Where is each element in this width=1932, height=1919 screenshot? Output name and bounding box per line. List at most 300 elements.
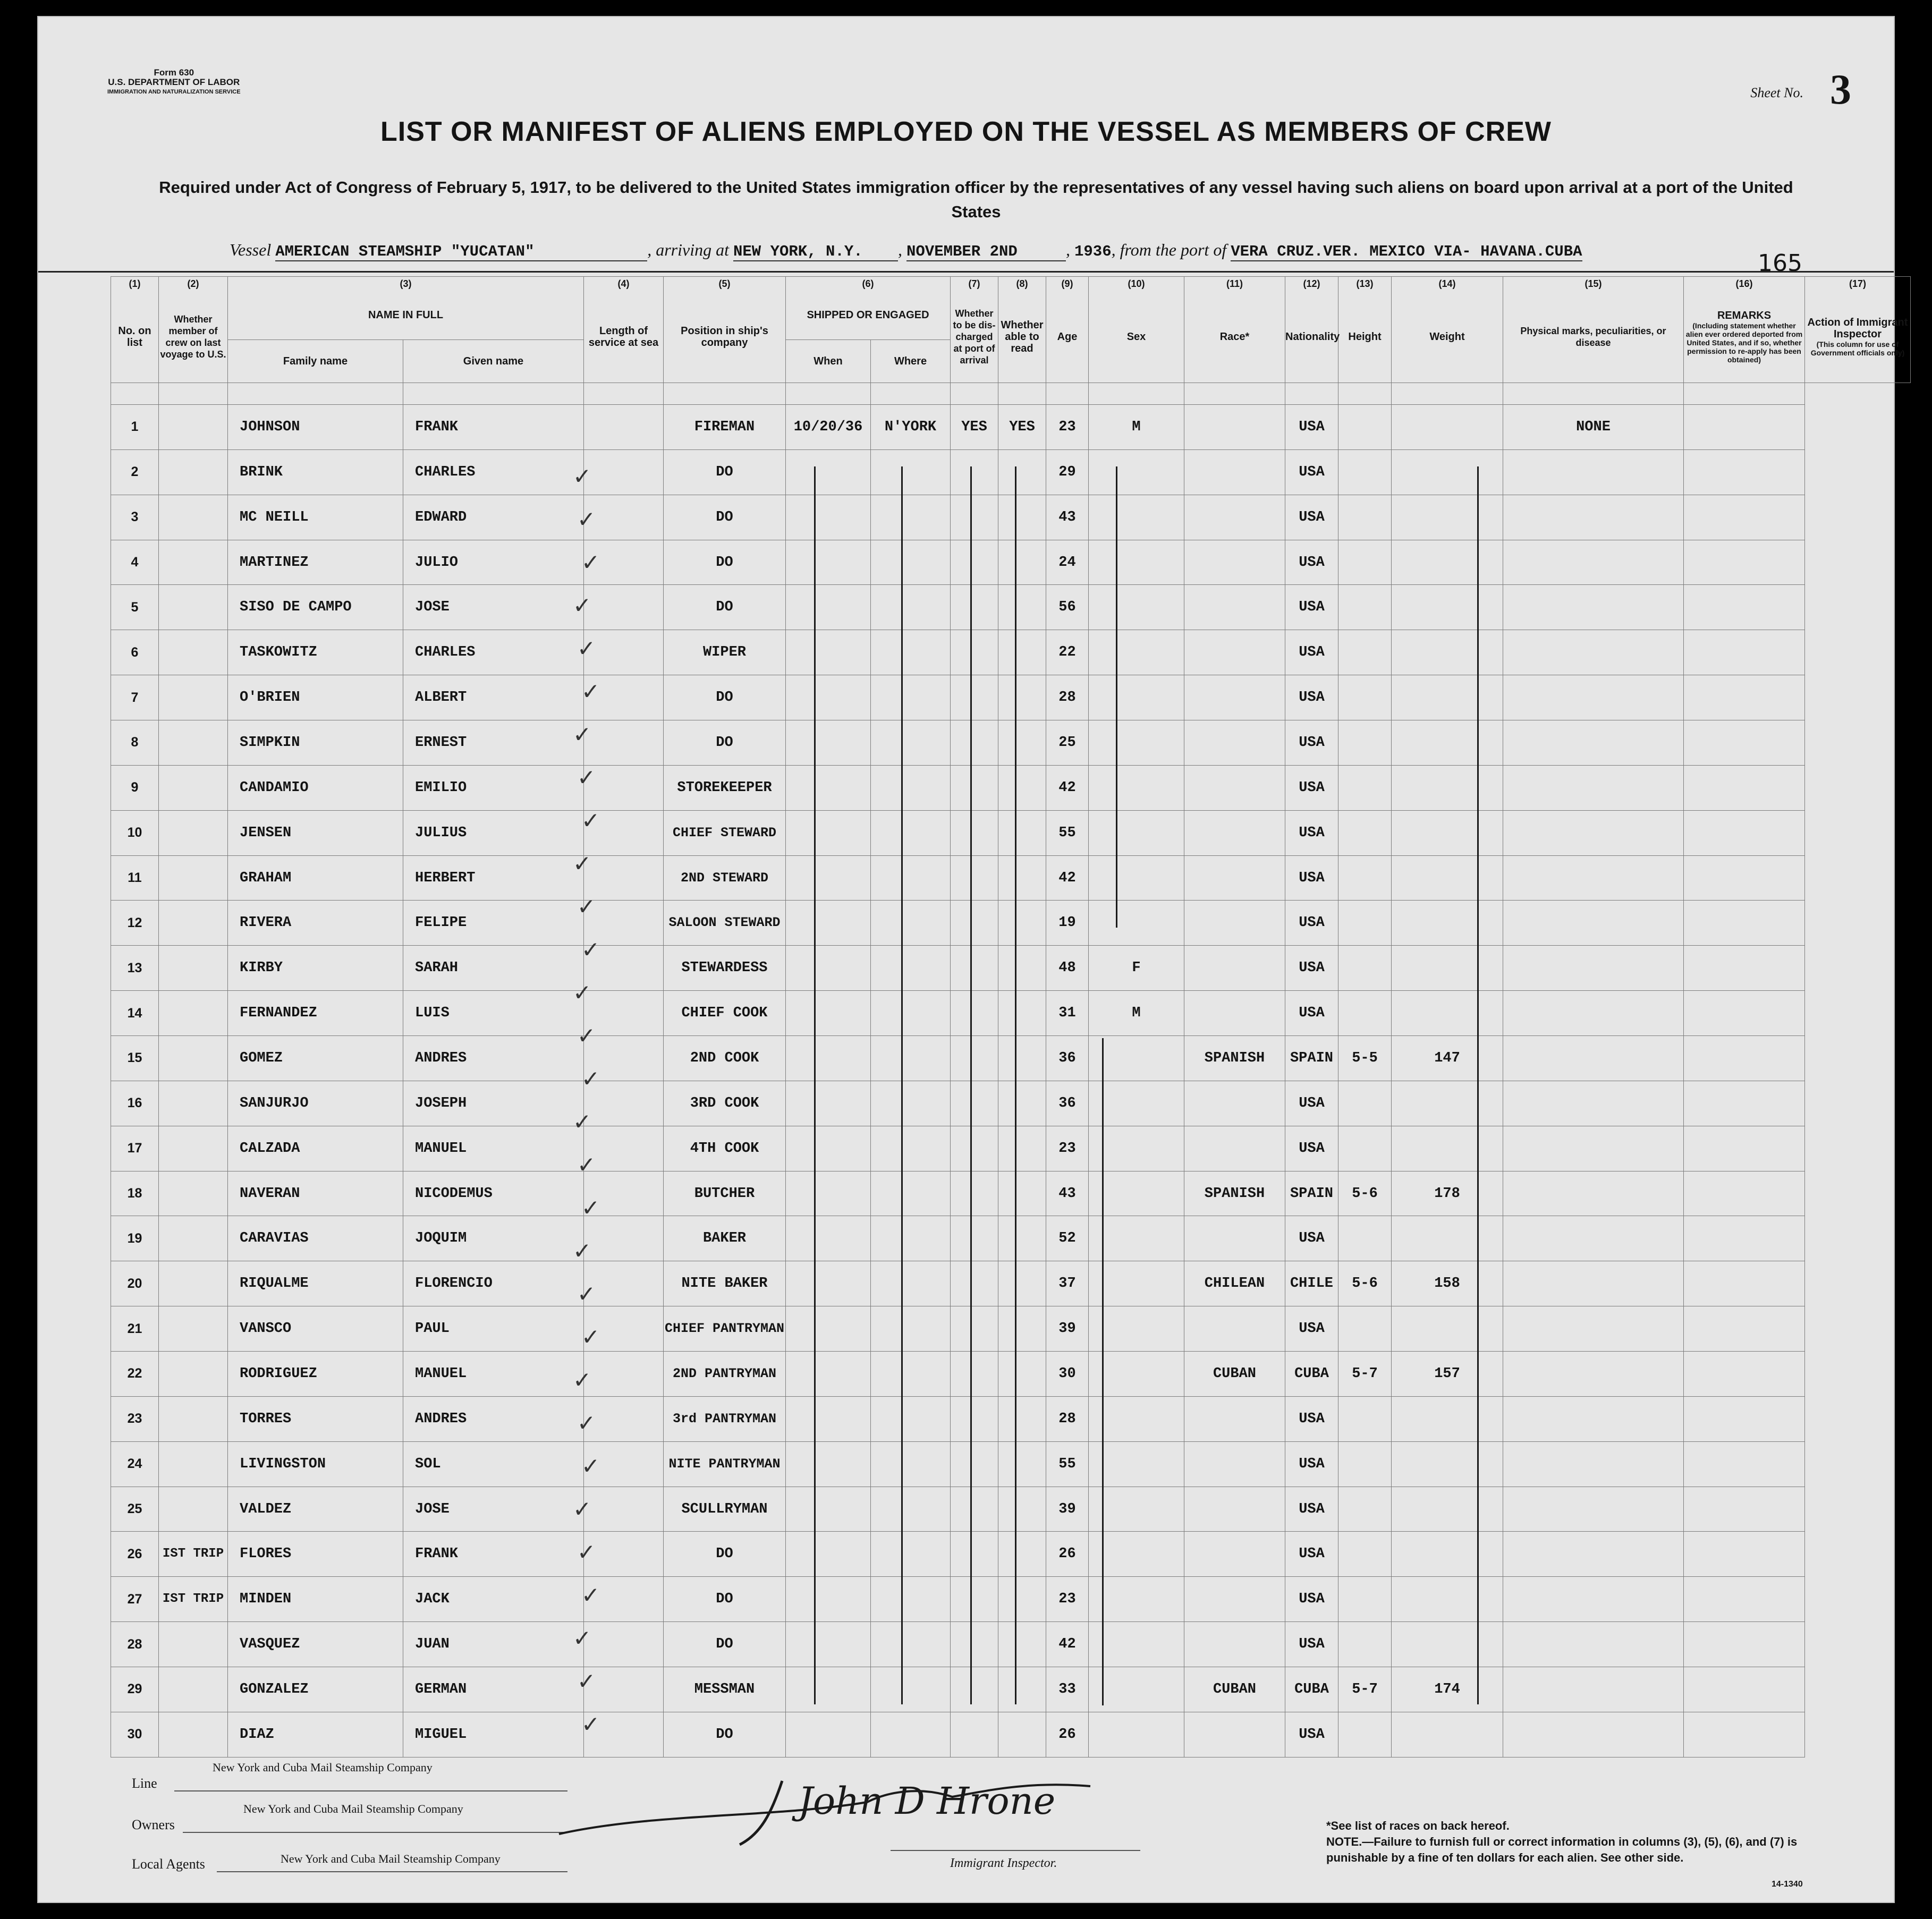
- sex-cell: M: [1089, 405, 1184, 450]
- race-cell: [1184, 1487, 1285, 1532]
- given-name-cell: FRANK: [403, 1532, 584, 1577]
- vessel-label: Vessel: [230, 240, 272, 259]
- weight-cell: [1392, 1126, 1503, 1171]
- remarks-cell: [1684, 991, 1805, 1036]
- col-number: (8): [998, 277, 1046, 291]
- remarks-cell: [1684, 720, 1805, 766]
- remarks-cell: [1684, 449, 1805, 495]
- physical-marks-cell: [1503, 495, 1684, 540]
- shipped-when-cell: [786, 855, 871, 901]
- weight-cell: [1392, 991, 1503, 1036]
- position-cell: CHIEF COOK: [664, 991, 786, 1036]
- age-cell: 42: [1046, 855, 1089, 901]
- crew-table-body: [111, 383, 1911, 1757]
- row-number-cell: 10: [111, 810, 159, 855]
- nationality-cell: CUBA: [1285, 1667, 1338, 1712]
- row-number-cell: 29: [111, 1667, 159, 1712]
- check-mark: ✓: [573, 1367, 592, 1393]
- height-cell: [1338, 1712, 1392, 1757]
- inspector-label: Immigrant Inspector.: [950, 1856, 1057, 1870]
- physical-marks-cell: [1503, 810, 1684, 855]
- discharged-cell: [951, 1577, 998, 1622]
- race-cell: [1184, 1081, 1285, 1126]
- col-number: (1): [111, 277, 159, 291]
- age-cell: 31: [1046, 991, 1089, 1036]
- vessel-line: Vessel AMERICAN STEAMSHIP "YUCATAN" , arriving at NEW YORK, N.Y. , NOVEMBER 2ND , 1936, from the port of VERA CRUZ.VER. MEXICO VIA- HAVANA.CUBA: [230, 240, 1582, 260]
- age-cell: 33: [1046, 1667, 1089, 1712]
- able-to-read-cell: [998, 449, 1046, 495]
- header-family-name: Family name: [228, 340, 403, 383]
- able-to-read-cell: [998, 946, 1046, 991]
- given-name-cell: LUIS: [403, 991, 584, 1036]
- table-row: [111, 1712, 1911, 1757]
- nationality-cell: USA: [1285, 1712, 1338, 1757]
- given-name-cell: SOL: [403, 1441, 584, 1487]
- weight-cell: [1392, 495, 1503, 540]
- position-cell: 2ND STEWARD: [664, 855, 786, 901]
- age-cell: 39: [1046, 1306, 1089, 1352]
- nationality-cell: USA: [1285, 855, 1338, 901]
- table-row: [111, 1261, 1911, 1306]
- race-cell: [1184, 810, 1285, 855]
- table-row: [111, 1532, 1911, 1577]
- weight-cell: [1392, 1622, 1503, 1667]
- height-cell: [1338, 991, 1392, 1036]
- able-to-read-cell: [998, 1667, 1046, 1712]
- shipped-when-cell: [786, 1171, 871, 1216]
- header-age: Age: [1046, 291, 1089, 383]
- given-name-cell: FELIPE: [403, 901, 584, 946]
- height-cell: [1338, 1081, 1392, 1126]
- check-mark: ✓: [581, 1453, 600, 1479]
- header-discharged: Whether to be dis-charged at port of arrival: [951, 291, 998, 383]
- able-to-read-cell: [998, 1622, 1046, 1667]
- race-cell: [1184, 1577, 1285, 1622]
- shipped-when-cell: [786, 765, 871, 810]
- shipped-where-cell: [871, 1306, 951, 1352]
- physical-marks-cell: [1503, 1171, 1684, 1216]
- discharged-cell: [951, 1036, 998, 1081]
- family-name-cell: DIAZ: [228, 1712, 403, 1757]
- weight-cell: [1392, 1532, 1503, 1577]
- physical-marks-cell: [1503, 1532, 1684, 1577]
- empty-cell: [1184, 383, 1285, 405]
- previous-voyage-cell: [159, 1126, 228, 1171]
- physical-marks-cell: [1503, 1306, 1684, 1352]
- physical-marks-cell: [1503, 1441, 1684, 1487]
- table-row: [111, 585, 1911, 630]
- check-mark: ✓: [577, 506, 596, 532]
- header-sex: Sex: [1089, 291, 1184, 383]
- family-name-cell: SIMPKIN: [228, 720, 403, 766]
- table-row: [111, 675, 1911, 720]
- check-mark: ✓: [581, 808, 600, 834]
- remarks-cell: [1684, 1441, 1805, 1487]
- row-number-cell: 15: [111, 1036, 159, 1081]
- position-cell: DO: [664, 540, 786, 585]
- remarks-cell: [1684, 1036, 1805, 1081]
- family-name-cell: SANJURJO: [228, 1081, 403, 1126]
- age-cell: 30: [1046, 1352, 1089, 1397]
- previous-voyage-cell: [159, 1487, 228, 1532]
- shipped-when-cell: 10/20/36: [786, 405, 871, 450]
- weight-cell: [1392, 1487, 1503, 1532]
- race-cell: CUBAN: [1184, 1352, 1285, 1397]
- nationality-cell: USA: [1285, 765, 1338, 810]
- col-number: (4): [584, 277, 664, 291]
- sex-cell: F: [1089, 946, 1184, 991]
- row-number-cell: 14: [111, 991, 159, 1036]
- previous-voyage-cell: [159, 495, 228, 540]
- shipped-when-cell: [786, 1216, 871, 1261]
- weight-cell: [1392, 630, 1503, 675]
- remarks-title: REMARKS: [1717, 309, 1772, 321]
- race-cell: [1184, 630, 1285, 675]
- family-name-cell: NAVERAN: [228, 1171, 403, 1216]
- family-name-cell: MINDEN: [228, 1577, 403, 1622]
- table-row: [111, 1396, 1911, 1441]
- physical-marks-cell: [1503, 1126, 1684, 1171]
- race-cell: [1184, 405, 1285, 450]
- shipped-where-cell: [871, 449, 951, 495]
- nationality-cell: USA: [1285, 630, 1338, 675]
- height-cell: [1338, 765, 1392, 810]
- table-row: [111, 765, 1911, 810]
- age-cell: 19: [1046, 901, 1089, 946]
- position-cell: 2ND PANTRYMAN: [664, 1352, 786, 1397]
- able-to-read-cell: YES: [998, 405, 1046, 450]
- empty-cell: [111, 383, 159, 405]
- able-to-read-cell: [998, 630, 1046, 675]
- age-cell: 24: [1046, 540, 1089, 585]
- remarks-cell: [1684, 1532, 1805, 1577]
- previous-voyage-cell: [159, 449, 228, 495]
- race-cell: [1184, 901, 1285, 946]
- able-to-read-cell: [998, 495, 1046, 540]
- position-cell: CHIEF PANTRYMAN: [664, 1306, 786, 1352]
- able-to-read-cell: [998, 1577, 1046, 1622]
- weight-cell: [1392, 901, 1503, 946]
- action-title: Action of Immigrant Inspector: [1807, 316, 1908, 340]
- given-name-cell: MANUEL: [403, 1126, 584, 1171]
- header-length-of-service: Length of service at sea: [584, 291, 664, 383]
- sex-cell: [1089, 449, 1184, 495]
- age-cell: 55: [1046, 1441, 1089, 1487]
- previous-voyage-cell: [159, 765, 228, 810]
- shipped-when-cell: [786, 585, 871, 630]
- row-number-cell: 17: [111, 1126, 159, 1171]
- row-number-cell: 1: [111, 405, 159, 450]
- remarks-cell: [1684, 855, 1805, 901]
- check-mark: ✓: [581, 937, 600, 963]
- discharged-cell: [951, 630, 998, 675]
- nationality-cell: USA: [1285, 946, 1338, 991]
- shipped-where-cell: [871, 1216, 951, 1261]
- check-mark: ✓: [573, 1238, 592, 1264]
- header-where: Where: [871, 340, 951, 383]
- empty-cell: [664, 383, 786, 405]
- given-name-cell: ANDRES: [403, 1396, 584, 1441]
- able-to-read-cell: [998, 810, 1046, 855]
- table-row: [111, 720, 1911, 766]
- header-when: When: [786, 340, 871, 383]
- row-number-cell: 5: [111, 585, 159, 630]
- height-cell: [1338, 585, 1392, 630]
- check-mark: ✓: [573, 1625, 592, 1651]
- height-cell: [1338, 495, 1392, 540]
- family-name-cell: FERNANDEZ: [228, 991, 403, 1036]
- remarks-cell: [1684, 1081, 1805, 1126]
- shipped-where-cell: [871, 991, 951, 1036]
- height-cell: 5-7: [1338, 1667, 1392, 1712]
- shipped-when-cell: [786, 1306, 871, 1352]
- vessel-name: AMERICAN STEAMSHIP "YUCATAN": [275, 243, 647, 261]
- shipped-where-cell: [871, 630, 951, 675]
- remarks-cell: [1684, 1261, 1805, 1306]
- table-row: [111, 540, 1911, 585]
- able-to-read-cell: [998, 1712, 1046, 1757]
- sex-cell: [1089, 630, 1184, 675]
- family-name-cell: VASQUEZ: [228, 1622, 403, 1667]
- race-cell: [1184, 449, 1285, 495]
- age-cell: 42: [1046, 765, 1089, 810]
- shipped-where-cell: [871, 1081, 951, 1126]
- able-to-read-cell: [998, 1261, 1046, 1306]
- action-note: (This column for use of Government officials only): [1810, 339, 1905, 357]
- physical-marks-cell: [1503, 1216, 1684, 1261]
- check-mark: ✓: [581, 1324, 600, 1350]
- family-name-cell: MC NEILL: [228, 495, 403, 540]
- shipped-when-cell: [786, 449, 871, 495]
- position-cell: 2ND COOK: [664, 1036, 786, 1081]
- position-cell: 3RD COOK: [664, 1081, 786, 1126]
- col-number: (5): [664, 277, 786, 291]
- position-cell: SALOON STEWARD: [664, 901, 786, 946]
- previous-voyage-cell: IST TRIP: [159, 1532, 228, 1577]
- weight-cell: [1392, 946, 1503, 991]
- header-nationality: Nationality: [1285, 291, 1338, 383]
- agents-label: Local Agents: [132, 1856, 205, 1872]
- given-name-cell: ANDRES: [403, 1036, 584, 1081]
- family-name-cell: RIVERA: [228, 901, 403, 946]
- shipped-where-cell: N'YORK: [871, 405, 951, 450]
- family-name-cell: JOHNSON: [228, 405, 403, 450]
- owners-label: Owners: [132, 1817, 175, 1832]
- nationality-cell: USA: [1285, 720, 1338, 766]
- family-name-cell: O'BRIEN: [228, 675, 403, 720]
- position-cell: DO: [664, 675, 786, 720]
- height-cell: [1338, 449, 1392, 495]
- previous-voyage-cell: [159, 810, 228, 855]
- age-cell: 43: [1046, 1171, 1089, 1216]
- empty-cell: [584, 383, 664, 405]
- age-cell: 25: [1046, 720, 1089, 766]
- able-to-read-cell: [998, 855, 1046, 901]
- header-able-to-read: Whether able to read: [998, 291, 1046, 383]
- family-name-cell: TASKOWITZ: [228, 630, 403, 675]
- row-number-cell: 16: [111, 1081, 159, 1126]
- previous-voyage-cell: [159, 675, 228, 720]
- col-number: (13): [1338, 277, 1392, 291]
- given-name-cell: JOQUIM: [403, 1216, 584, 1261]
- height-cell: 5-7: [1338, 1352, 1392, 1397]
- physical-marks-cell: [1503, 946, 1684, 991]
- table-row: [111, 855, 1911, 901]
- previous-voyage-cell: [159, 1036, 228, 1081]
- position-cell: NITE PANTRYMAN: [664, 1441, 786, 1487]
- check-mark: ✓: [577, 1410, 596, 1436]
- height-cell: [1338, 1532, 1392, 1577]
- discharged-cell: [951, 585, 998, 630]
- weight-cell: [1392, 855, 1503, 901]
- check-mark: ✓: [581, 1582, 600, 1608]
- shipped-where-cell: [871, 585, 951, 630]
- race-cell: [1184, 765, 1285, 810]
- able-to-read-cell: [998, 1216, 1046, 1261]
- shipped-when-cell: [786, 1577, 871, 1622]
- shipped-where-cell: [871, 675, 951, 720]
- given-name-cell: JOSE: [403, 585, 584, 630]
- position-cell: MESSMAN: [664, 1667, 786, 1712]
- check-mark: ✓: [577, 1023, 596, 1049]
- height-cell: 5-6: [1338, 1261, 1392, 1306]
- col-number: (9): [1046, 277, 1089, 291]
- position-cell: DO: [664, 1712, 786, 1757]
- crew-table: [111, 276, 1911, 1757]
- weight-cell: [1392, 540, 1503, 585]
- shipped-when-cell: [786, 720, 871, 766]
- position-cell: BAKER: [664, 1216, 786, 1261]
- weight-cell: [1392, 1216, 1503, 1261]
- given-name-cell: CHARLES: [403, 449, 584, 495]
- position-cell: DO: [664, 585, 786, 630]
- position-cell: 3rd PANTRYMAN: [664, 1396, 786, 1441]
- family-name-cell: MARTINEZ: [228, 540, 403, 585]
- shipped-where-cell: [871, 1126, 951, 1171]
- shipped-where-cell: [871, 1036, 951, 1081]
- nationality-cell: SPAIN: [1285, 1036, 1338, 1081]
- able-to-read-cell: [998, 1126, 1046, 1171]
- previous-voyage-cell: [159, 855, 228, 901]
- empty-cell: [1338, 383, 1392, 405]
- col-number: (14): [1392, 277, 1503, 291]
- age-cell: 28: [1046, 1396, 1089, 1441]
- shipped-when-cell: [786, 495, 871, 540]
- race-cell: [1184, 1532, 1285, 1577]
- shipped-when-cell: [786, 1396, 871, 1441]
- given-name-cell: FLORENCIO: [403, 1261, 584, 1306]
- given-name-cell: MIGUEL: [403, 1712, 584, 1757]
- physical-marks-cell: [1503, 1352, 1684, 1397]
- sex-cell: [1089, 855, 1184, 901]
- arrival-date: NOVEMBER 2ND: [906, 243, 1066, 261]
- fine-note: NOTE.—Failure to furnish full or correct information in columns (3), (5), (6), and (7) is punishable by a fine of ten dollars for each alien. See other side.: [1326, 1835, 1798, 1864]
- discharged-cell: [951, 1216, 998, 1261]
- race-cell: [1184, 855, 1285, 901]
- height-cell: [1338, 810, 1392, 855]
- owners-underline: [183, 1832, 567, 1833]
- inspector-signature: [548, 1770, 1154, 1855]
- previous-voyage-cell: [159, 1081, 228, 1126]
- position-cell: DO: [664, 1577, 786, 1622]
- header-shipped-engaged: SHIPPED OR ENGAGED: [786, 291, 951, 340]
- empty-cell: [403, 383, 584, 405]
- remarks-cell: [1684, 946, 1805, 991]
- physical-marks-cell: [1503, 675, 1684, 720]
- shipped-where-cell: [871, 946, 951, 991]
- race-cell: [1184, 495, 1285, 540]
- sex-cell: [1089, 765, 1184, 810]
- shipped-when-cell: [786, 901, 871, 946]
- weight-cell: [1392, 675, 1503, 720]
- column-header-row: [111, 291, 1911, 340]
- height-cell: [1338, 1622, 1392, 1667]
- given-name-cell: ERNEST: [403, 720, 584, 766]
- remarks-cell: [1684, 1622, 1805, 1667]
- age-cell: 36: [1046, 1036, 1089, 1081]
- table-row: [111, 946, 1911, 991]
- weight-cell: 158: [1392, 1261, 1503, 1306]
- shipped-where-cell: [871, 765, 951, 810]
- race-cell: [1184, 1306, 1285, 1352]
- stamp-number: 165: [1758, 250, 1802, 277]
- discharged-cell: [951, 675, 998, 720]
- position-cell: 4TH COOK: [664, 1126, 786, 1171]
- length-of-service-cell: [584, 585, 664, 630]
- shipped-when-cell: [786, 810, 871, 855]
- nationality-cell: USA: [1285, 1487, 1338, 1532]
- remarks-cell: [1684, 810, 1805, 855]
- race-cell: SPANISH: [1184, 1171, 1285, 1216]
- row-number-cell: 21: [111, 1306, 159, 1352]
- age-cell: 37: [1046, 1261, 1089, 1306]
- sex-cell: [1089, 810, 1184, 855]
- shipped-when-cell: [786, 540, 871, 585]
- check-mark: ✓: [573, 980, 592, 1006]
- discharged-cell: [951, 810, 998, 855]
- discharged-cell: [951, 855, 998, 901]
- row-number-cell: 24: [111, 1441, 159, 1487]
- remarks-cell: [1684, 1487, 1805, 1532]
- svg-text:John D Hrone: John D Hrone: [798, 1779, 1056, 1823]
- header-given-name: Given name: [403, 340, 584, 383]
- header-weight: Weight: [1392, 291, 1503, 383]
- shipped-where-cell: [871, 1441, 951, 1487]
- check-mark: ✓: [577, 1668, 596, 1694]
- able-to-read-cell: [998, 1081, 1046, 1126]
- shipped-when-cell: [786, 1532, 871, 1577]
- age-cell: 23: [1046, 1126, 1089, 1171]
- previous-voyage-cell: IST TRIP: [159, 1577, 228, 1622]
- empty-cell: [951, 383, 998, 405]
- table-row: [111, 1622, 1911, 1667]
- discharged-cell: [951, 1306, 998, 1352]
- able-to-read-cell: [998, 901, 1046, 946]
- sex-cell: [1089, 675, 1184, 720]
- remarks-cell: [1684, 405, 1805, 450]
- ditto-line-discharged: [970, 466, 972, 1704]
- race-cell: [1184, 1216, 1285, 1261]
- nationality-cell: USA: [1285, 405, 1338, 450]
- remarks-cell: [1684, 765, 1805, 810]
- remarks-note: (Including statement whether alien ever ordered deported from United States, and if so, whether permission to re-apply has been obtained): [1685, 321, 1803, 364]
- col-number: (10): [1089, 277, 1184, 291]
- empty-cell: [159, 383, 228, 405]
- age-cell: 39: [1046, 1487, 1089, 1532]
- family-name-cell: VANSCO: [228, 1306, 403, 1352]
- weight-cell: [1392, 405, 1503, 450]
- header-action: [1805, 291, 1911, 383]
